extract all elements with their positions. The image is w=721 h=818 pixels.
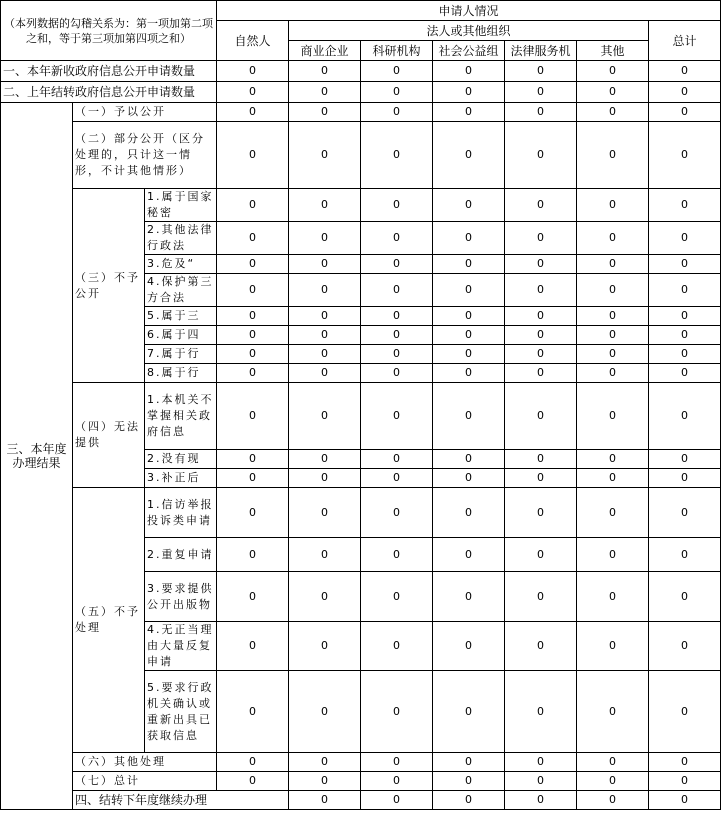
value-cell: 0: [361, 469, 433, 488]
value-cell: 0: [289, 538, 361, 572]
sub-label: 4.保护第三方合法: [145, 274, 217, 307]
value-cell: 0: [577, 189, 649, 222]
row-label-new: 一、本年新收政府信息公开申请数量: [1, 61, 217, 82]
group-label-partial: （二）部分公开（区分处理的，只计这一情形，不计其他情形）: [73, 122, 217, 189]
value-cell: 0: [505, 364, 577, 383]
value-cell: 0: [217, 469, 289, 488]
value-cell: 0: [289, 364, 361, 383]
sub-label: 5.要求行政机关确认或重新出具已获取信息: [145, 671, 217, 753]
value-cell: 0: [649, 274, 721, 307]
value-cell: 0: [217, 326, 289, 345]
value-cell: 0: [289, 345, 361, 364]
value-cell: 0: [505, 326, 577, 345]
value-cell: 0: [217, 488, 289, 538]
value-cell: 0: [505, 488, 577, 538]
value-cell: 0: [433, 61, 505, 82]
value-cell: 0: [505, 791, 577, 810]
value-cell: 0: [361, 222, 433, 255]
value-cell: 0: [649, 772, 721, 791]
value-cell: 0: [217, 572, 289, 622]
sub-label: 8.属于行: [145, 364, 217, 383]
sub-label: 1.本机关不掌握相关政府信息: [145, 383, 217, 450]
value-cell: 0: [289, 791, 361, 810]
value-cell: 0: [361, 122, 433, 189]
value-cell: 0: [217, 538, 289, 572]
value-cell: 0: [649, 345, 721, 364]
value-cell: 0: [289, 326, 361, 345]
value-cell: 0: [577, 103, 649, 122]
value-cell: 0: [289, 383, 361, 450]
value-cell: 0: [577, 255, 649, 274]
value-cell: 0: [649, 122, 721, 189]
value-cell: 0: [649, 671, 721, 753]
header-applicant: 申请人情况: [217, 1, 721, 21]
value-cell: 0: [361, 61, 433, 82]
value-cell: 0: [433, 326, 505, 345]
value-cell: 0: [433, 791, 505, 810]
value-cell: 0: [649, 255, 721, 274]
sub-label: 2.其他法律行政法: [145, 222, 217, 255]
value-cell: 0: [217, 383, 289, 450]
value-cell: 0: [649, 326, 721, 345]
value-cell: 0: [505, 122, 577, 189]
value-cell: 0: [433, 274, 505, 307]
value-cell: 0: [433, 488, 505, 538]
value-cell: 0: [289, 222, 361, 255]
value-cell: 0: [577, 488, 649, 538]
value-cell: 0: [577, 122, 649, 189]
table-row: [1, 772, 721, 791]
value-cell: 0: [289, 572, 361, 622]
value-cell: 0: [433, 383, 505, 450]
value-cell: 0: [361, 189, 433, 222]
value-cell: 0: [649, 82, 721, 103]
value-cell: 0: [577, 345, 649, 364]
value-cell: 0: [361, 791, 433, 810]
table-row: [1, 189, 721, 222]
value-cell: 0: [433, 469, 505, 488]
value-cell: 0: [505, 345, 577, 364]
header-legal-service: 法律服务机: [505, 41, 577, 61]
table-row: [1, 488, 721, 538]
value-cell: 0: [505, 103, 577, 122]
value-cell: 0: [577, 469, 649, 488]
value-cell: 0: [361, 450, 433, 469]
value-cell: 0: [433, 222, 505, 255]
value-cell: 0: [577, 383, 649, 450]
value-cell: 0: [433, 753, 505, 772]
value-cell: 0: [577, 753, 649, 772]
value-cell: 0: [217, 622, 289, 671]
value-cell: 0: [289, 450, 361, 469]
value-cell: 0: [217, 222, 289, 255]
value-cell: 0: [217, 345, 289, 364]
value-cell: 0: [289, 255, 361, 274]
value-cell: 0: [217, 122, 289, 189]
value-cell: 0: [577, 772, 649, 791]
sub-label: 1.信访举报投诉类申请: [145, 488, 217, 538]
value-cell: 0: [577, 274, 649, 307]
value-cell: 0: [649, 307, 721, 326]
value-cell: 0: [361, 572, 433, 622]
value-cell: 0: [289, 307, 361, 326]
value-cell: 0: [433, 622, 505, 671]
sub-label: 3.要求提供公开出版物: [145, 572, 217, 622]
value-cell: 0: [577, 450, 649, 469]
value-cell: 0: [649, 222, 721, 255]
sub-label: 7.属于行: [145, 345, 217, 364]
table-row: [1, 122, 721, 189]
value-cell: 0: [289, 753, 361, 772]
value-cell: 0: [649, 488, 721, 538]
sub-label: 3.补正后: [145, 469, 217, 488]
value-cell: 0: [217, 753, 289, 772]
value-cell: 0: [505, 222, 577, 255]
value-cell: 0: [505, 538, 577, 572]
row-label-results: 三、本年度办理结果: [1, 103, 73, 810]
value-cell: 0: [649, 383, 721, 450]
value-cell: 0: [217, 189, 289, 222]
header-research: 科研机构: [361, 41, 433, 61]
value-cell: 0: [649, 538, 721, 572]
value-cell: 0: [217, 671, 289, 753]
value-cell: 0: [577, 326, 649, 345]
value-cell: 0: [361, 307, 433, 326]
value-cell: 0: [289, 274, 361, 307]
value-cell: 0: [433, 122, 505, 189]
value-cell: 0: [577, 307, 649, 326]
value-cell: 0: [289, 122, 361, 189]
value-cell: 0: [289, 488, 361, 538]
value-cell: 0: [649, 572, 721, 622]
value-cell: 0: [649, 450, 721, 469]
header-other: 其他: [577, 41, 649, 61]
value-cell: 0: [505, 671, 577, 753]
value-cell: 0: [217, 61, 289, 82]
value-cell: 0: [577, 622, 649, 671]
value-cell: 0: [649, 753, 721, 772]
value-cell: 0: [505, 61, 577, 82]
value-cell: 0: [433, 572, 505, 622]
value-cell: 0: [505, 772, 577, 791]
value-cell: 0: [217, 364, 289, 383]
value-cell: 0: [649, 791, 721, 810]
value-cell: 0: [289, 103, 361, 122]
value-cell: 0: [577, 222, 649, 255]
value-cell: 0: [505, 307, 577, 326]
value-cell: 0: [361, 326, 433, 345]
value-cell: 0: [217, 307, 289, 326]
value-cell: 0: [361, 345, 433, 364]
value-cell: 0: [433, 671, 505, 753]
table-row: [1, 383, 721, 450]
value-cell: 0: [289, 671, 361, 753]
value-cell: 0: [361, 753, 433, 772]
header-note: （本列数据的勾稽关系为：第一项加第二项之和，等于第三项加第四项之和）: [1, 1, 217, 61]
value-cell: 0: [433, 103, 505, 122]
value-cell: 0: [433, 255, 505, 274]
value-cell: 0: [361, 82, 433, 103]
value-cell: 0: [289, 772, 361, 791]
value-cell: 0: [505, 753, 577, 772]
value-cell: 0: [649, 469, 721, 488]
row-label-carried: 二、上年结转政府信息公开申请数量: [1, 82, 217, 103]
value-cell: 0: [433, 364, 505, 383]
value-cell: 0: [505, 189, 577, 222]
value-cell: 0: [505, 450, 577, 469]
value-cell: 0: [361, 103, 433, 122]
value-cell: 0: [649, 61, 721, 82]
sub-label: 4.无正当理由大量反复申请: [145, 622, 217, 671]
value-cell: 0: [577, 671, 649, 753]
value-cell: 0: [505, 383, 577, 450]
table-row: [1, 103, 721, 122]
sub-label: 1.属于国家秘密: [145, 189, 217, 222]
value-cell: 0: [217, 772, 289, 791]
value-cell: 0: [577, 538, 649, 572]
header-commercial: 商业企业: [289, 41, 361, 61]
header-legal-org: 法人或其他组织: [289, 21, 649, 41]
value-cell: 0: [361, 538, 433, 572]
value-cell: 0: [433, 538, 505, 572]
group-label-not-open: （三）不予公开: [73, 189, 145, 383]
value-cell: 0: [289, 469, 361, 488]
header-total: 总计: [649, 21, 721, 61]
value-cell: 0: [505, 572, 577, 622]
value-cell: 0: [505, 469, 577, 488]
sub-label: 3.危及“: [145, 255, 217, 274]
value-cell: 0: [361, 772, 433, 791]
value-cell: 0: [577, 791, 649, 810]
group-label-total: （七）总计: [73, 772, 217, 791]
table-row: [1, 61, 721, 82]
header-social: 社会公益组: [433, 41, 505, 61]
value-cell: 0: [289, 61, 361, 82]
group-label-not-process: （五）不予处理: [73, 488, 145, 753]
row-label-next-year: 四、结转下年度继续办理: [73, 791, 289, 810]
value-cell: 0: [361, 255, 433, 274]
value-cell: 0: [649, 622, 721, 671]
value-cell: 0: [361, 622, 433, 671]
value-cell: 0: [505, 255, 577, 274]
value-cell: 0: [505, 274, 577, 307]
value-cell: 0: [361, 274, 433, 307]
value-cell: 0: [217, 82, 289, 103]
value-cell: 0: [361, 364, 433, 383]
value-cell: 0: [649, 364, 721, 383]
value-cell: 0: [433, 189, 505, 222]
value-cell: 0: [289, 622, 361, 671]
group-label-open: （一）予以公开: [73, 103, 217, 122]
value-cell: 0: [361, 383, 433, 450]
group-label-unable: （四）无法提供: [73, 383, 145, 488]
value-cell: 0: [433, 82, 505, 103]
value-cell: 0: [217, 274, 289, 307]
table-row: [1, 82, 721, 103]
value-cell: 0: [361, 488, 433, 538]
value-cell: 0: [433, 450, 505, 469]
value-cell: 0: [649, 103, 721, 122]
table-row: [1, 791, 721, 810]
value-cell: 0: [577, 364, 649, 383]
value-cell: 0: [433, 345, 505, 364]
value-cell: 0: [577, 572, 649, 622]
value-cell: 0: [649, 189, 721, 222]
value-cell: 0: [217, 103, 289, 122]
value-cell: 0: [289, 189, 361, 222]
table-row: [1, 753, 721, 772]
value-cell: 0: [505, 82, 577, 103]
value-cell: 0: [217, 450, 289, 469]
sub-label: 6.属于四: [145, 326, 217, 345]
value-cell: 0: [433, 307, 505, 326]
group-label-other: （六）其他处理: [73, 753, 217, 772]
value-cell: 0: [505, 622, 577, 671]
value-cell: 0: [577, 82, 649, 103]
header-natural-person: 自然人: [217, 21, 289, 61]
sub-label: 5.属于三: [145, 307, 217, 326]
value-cell: 0: [361, 671, 433, 753]
sub-label: 2.没有现: [145, 450, 217, 469]
value-cell: 0: [433, 772, 505, 791]
value-cell: 0: [577, 61, 649, 82]
value-cell: 0: [289, 82, 361, 103]
sub-label: 2.重复申请: [145, 538, 217, 572]
value-cell: 0: [217, 255, 289, 274]
